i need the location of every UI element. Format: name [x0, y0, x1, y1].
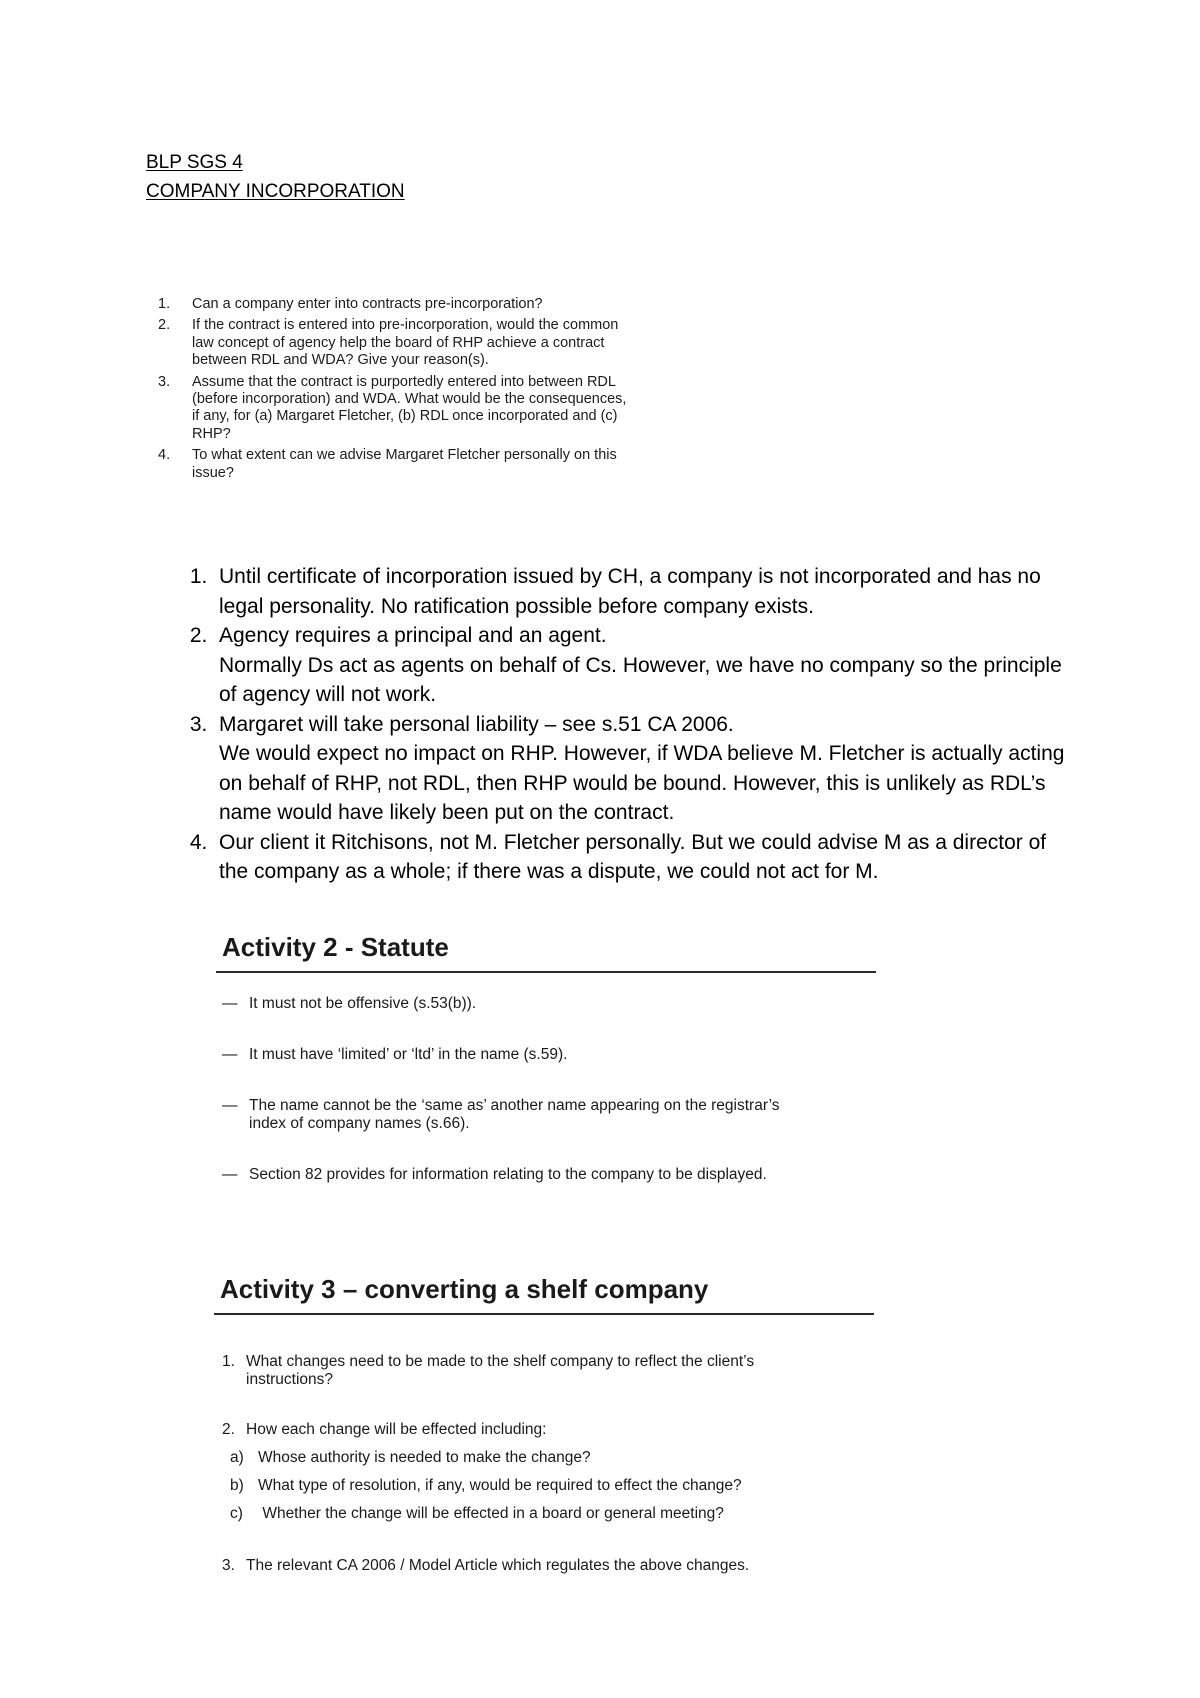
question-number: 1.: [222, 1353, 235, 1370]
bullet-text: The name cannot be the ‘same as’ another name appearing on the registrar’s index of company names (s.66).: [249, 1097, 780, 1132]
activity-3-section: [214, 1272, 874, 1607]
header-code: BLP SGS 4: [146, 152, 243, 173]
bullet-text: It must not be offensive (s.53(b)).: [249, 995, 477, 1012]
answer-text: Margaret will take personal liability – see s.51 CA 2006.: [219, 712, 734, 736]
answer-text: Until certificate of incorporation issued by CH, a company is not incorporated and has no legal personality. No ratification possible before company exists.: [219, 565, 1041, 618]
dash-bullet-icon: —: [222, 1097, 238, 1114]
activity-2-title: Activity 2 - Statute: [216, 930, 876, 973]
sub-question: [230, 1449, 874, 1467]
question-number: 3.: [158, 373, 171, 390]
bullet-text: Section 82 provides for information relating to the company to be displayed.: [249, 1166, 767, 1183]
answer-number: 4.: [189, 830, 208, 854]
activity-2-section: [216, 930, 876, 1217]
dash-bullet-icon: —: [222, 995, 238, 1012]
answer-item: [180, 710, 1080, 828]
dash-bullet-icon: —: [222, 1046, 238, 1063]
activity-3-question: [222, 1421, 874, 1439]
question-text: What changes need to be made to the shelf company to reflect the client’s instructions?: [246, 1353, 755, 1388]
document-header: [146, 148, 405, 206]
sub-question: [230, 1477, 874, 1495]
answer-text: Agency requires a principal and an agent.: [219, 624, 607, 647]
question-number: 4.: [158, 447, 171, 464]
activity-3-sub-list: [222, 1449, 874, 1523]
scanned-question: [158, 317, 628, 369]
dash-bullet-icon: —: [222, 1166, 238, 1183]
activity-3-question: [222, 1557, 874, 1575]
scanned-question: [158, 374, 628, 444]
question-text: Can a company enter into contracts pre-incorporation?: [192, 296, 543, 312]
bullet-text: It must have ‘limited’ or ‘ltd’ in the name (s.59).: [249, 1046, 568, 1063]
sub-question-letter: b): [230, 1477, 244, 1494]
sub-question-text: Whether the change will be effected in a board or general meeting?: [258, 1505, 724, 1522]
answer-text: Normally Ds act as agents on behalf of Cs. However, we have no company so the principle of agency will not work.: [219, 653, 1062, 706]
sub-question-letter: c): [230, 1505, 243, 1522]
sub-question-text: What type of resolution, if any, would be required to effect the change?: [258, 1477, 742, 1494]
answer-text: Our client it Ritchisons, not M. Fletcher personally. But we could advise M as a director of the company as a whole; if there was a dispute, we could not act for M.: [219, 830, 1047, 883]
activity-3-question: [222, 1353, 874, 1389]
answer-text: We would expect no impact on RHP. However, if WDA believe M. Fletcher is actually acting on behalf of RHP, not RDL, then RHP would be bound. However, this is unlikely as RDL’s name would have likely been put on the contract.: [219, 742, 1065, 824]
sub-question-letter: a): [230, 1449, 244, 1466]
question-number: 1.: [158, 296, 171, 312]
statute-bullet-list: [216, 995, 876, 1184]
sub-question-text: Whose authority is needed to make the change?: [258, 1449, 591, 1466]
question-text: Assume that the contract is purportedly entered into between RDL (before incorporation) and WDA. What would be the consequences, if any, for (a) Margaret Fletcher, (b) RDL once incorporated and (c) RHP?: [192, 373, 627, 442]
question-text: How each change will be effected including:: [246, 1421, 547, 1438]
answer-item: [180, 621, 1080, 710]
scanned-question: [158, 296, 628, 313]
scanned-question: [158, 447, 628, 482]
header-title: COMPANY INCORPORATION: [146, 181, 405, 202]
question-text: To what extent can we advise Margaret Fletcher personally on this issue?: [192, 447, 617, 481]
activity-3-title: Activity 3 – converting a shelf company: [214, 1272, 874, 1315]
sub-question: [230, 1505, 874, 1523]
answer-number: 2.: [189, 624, 208, 647]
statute-bullet: [222, 1046, 876, 1064]
question-number: 2.: [158, 317, 171, 334]
statute-bullet: [222, 1166, 876, 1184]
scanned-question-list: [158, 296, 628, 486]
question-number: 2.: [222, 1421, 235, 1438]
answer-number: 3.: [189, 712, 208, 736]
statute-bullet: [222, 995, 876, 1013]
answer-list: [180, 562, 1080, 887]
question-text: The relevant CA 2006 / Model Article which regulates the above changes.: [246, 1557, 750, 1574]
answer-number: 1.: [189, 565, 208, 588]
answer-item: [180, 828, 1080, 887]
question-number: 3.: [222, 1557, 235, 1574]
statute-bullet: [222, 1097, 876, 1133]
answer-item: [180, 562, 1080, 621]
question-text: If the contract is entered into pre-incorporation, would the common law concept of agency help the board of RHP achieve a contract between RDL and WDA? Give your reason(s).: [192, 317, 619, 369]
activity-3-question-list: [214, 1353, 874, 1575]
